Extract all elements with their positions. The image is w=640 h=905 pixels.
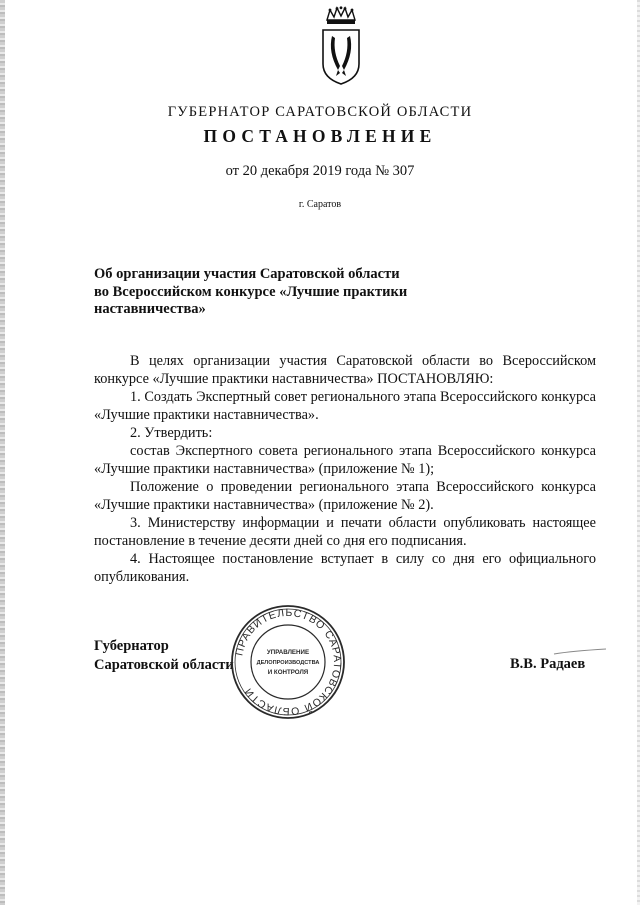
body-paragraph: 3. Министерству информации и печати области опубликовать настоящее постановление в течение десяти дней со дня его подписания. bbox=[94, 515, 596, 549]
document-type-heading: ПОСТАНОВЛЕНИЕ bbox=[203, 126, 437, 146]
stamp-inner-line: И КОНТРОЛЯ bbox=[267, 669, 309, 676]
title-line: во Всероссийском конкурсе «Лучшие практики bbox=[94, 283, 408, 300]
title-line: Об организации участия Саратовской области bbox=[94, 266, 400, 282]
stamp-outer-text: ПРАВИТЕЛЬСТВО САРАТОВСКОЙ ОБЛАСТИ bbox=[233, 606, 344, 718]
body-paragraph: Положение о проведении регионального этапа Всероссийского конкурса «Лучшие практики наставничества» (приложение № 2). bbox=[94, 479, 596, 513]
body-paragraph: 1. Создать Экспертный совет регионального этапа Всероссийского конкурса «Лучшие практики наставничества». bbox=[94, 389, 596, 423]
official-stamp bbox=[230, 604, 346, 720]
stamp-inner-line: УПРАВЛЕНИЕ bbox=[266, 649, 310, 656]
stamp-inner-line: ДЕЛОПРОИЗВОДСТВА bbox=[256, 660, 320, 666]
body-paragraph: 2. Утвердить: bbox=[130, 425, 213, 441]
title-line: наставничества» bbox=[94, 301, 206, 317]
signatory-role-line: Губернатор bbox=[94, 638, 169, 654]
body-paragraph: 4. Настоящее постановление вступает в силу со дня его официального опубликования. bbox=[94, 551, 596, 585]
document-body bbox=[94, 352, 596, 586]
signatory-role-line: Саратовской области bbox=[94, 657, 234, 673]
coat-of-arms-icon bbox=[318, 6, 364, 86]
body-paragraph: состав Экспертного совета регионального этапа Всероссийского конкурса «Лучшие практики наставничества» (приложение № 1); bbox=[94, 443, 596, 477]
document-date-number: от 20 декабря 2019 года № 307 bbox=[225, 163, 415, 179]
signatory-role bbox=[94, 637, 234, 675]
document-title bbox=[94, 266, 434, 319]
signatory-name: В.В. Радаев bbox=[510, 656, 586, 672]
signature-stroke bbox=[552, 648, 608, 656]
document-place: г. Саратов bbox=[298, 199, 342, 210]
issuing-authority: ГУБЕРНАТОР САРАТОВСКОЙ ОБЛАСТИ bbox=[167, 104, 473, 120]
body-paragraph: В целях организации участия Саратовской области во Всероссийском конкурсе «Лучшие практики наставничества» ПОСТАНОВЛЯЮ: bbox=[94, 353, 596, 387]
